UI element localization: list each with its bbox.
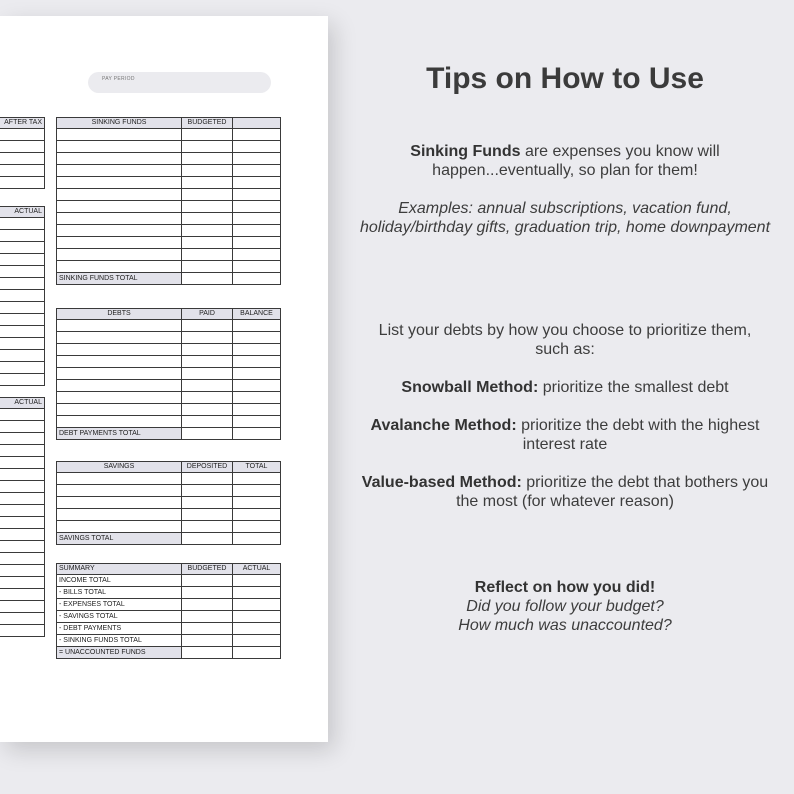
table-row [57,575,281,587]
table-row [57,473,281,485]
table-row [57,497,281,509]
summary-row-label: - SINKING FUNDS TOTAL [57,635,182,647]
col-header: SAVINGS [57,462,182,473]
table-row [57,153,281,165]
table-row [57,392,281,404]
snowball-desc: prioritize the smallest debt [538,379,729,396]
col-header: SUMMARY [57,564,182,575]
summary-row-label: - DEBT PAYMENTS [57,623,182,635]
reflect-question-2: How much was unaccounted? [458,617,672,634]
sinking-funds-term: Sinking Funds [410,143,521,160]
table-row [57,587,281,599]
table-row [57,201,281,213]
sinking-examples: Examples: annual subscriptions, vacation fund, holiday/birthday gifts, graduation trip, home downpayment [360,200,771,236]
col-header: DEPOSITED [182,462,233,473]
total-label: SINKING FUNDS TOTAL [57,273,182,285]
summary-table [56,563,281,659]
value-based-desc: prioritize the debt that bothers you the most (for whatever reason) [456,474,769,510]
pay-period-field[interactable]: PAY PERIOD [88,72,271,93]
col-header: DEBTS [57,309,182,320]
table-row [57,129,281,141]
reflect-question-1: Did you follow your budget? [466,598,664,615]
left-header: ACTUAL [0,398,45,409]
table-row [57,611,281,623]
table-row [57,380,281,392]
table-row [57,141,281,153]
table-row [57,213,281,225]
table-row [57,404,281,416]
col-header: BALANCE [233,309,281,320]
reflect-block [360,578,770,635]
value-based-term: Value-based Method: [361,474,522,491]
col-header: TOTAL [233,462,281,473]
savings-table [56,461,281,545]
table-row [57,177,281,189]
snowball-term: Snowball Method: [401,379,539,396]
col-header: PAID [182,309,233,320]
sinking-funds-tip [360,142,770,180]
table-row [57,344,281,356]
total-label: DEBT PAYMENTS TOTAL [57,428,182,440]
table-row [57,249,281,261]
table-row [57,189,281,201]
left-header: ACTUAL [0,207,45,218]
sinking-funds-table [56,117,281,285]
col-header [233,118,281,129]
table-row [57,368,281,380]
table-row [57,647,281,659]
table-row [57,261,281,273]
avalanche-tip [360,416,770,454]
table-row [57,509,281,521]
col-header: SINKING FUNDS [57,118,182,129]
avalanche-term: Avalanche Method: [370,417,517,434]
table-row [57,356,281,368]
table-row [57,320,281,332]
table-row [57,635,281,647]
table-row [57,416,281,428]
table-row [57,332,281,344]
table-row [57,485,281,497]
snowball-tip [360,378,770,397]
total-label: SAVINGS TOTAL [57,533,182,545]
summary-row-label: - SAVINGS TOTAL [57,611,182,623]
table-row [57,521,281,533]
summary-row-label: = UNACCOUNTED FUNDS [57,647,182,659]
table-row [57,225,281,237]
summary-row-label: INCOME TOTAL [57,575,182,587]
avalanche-desc: prioritize the debt with the highest interest rate [516,417,760,453]
left-bills-table [0,206,45,386]
table-row [57,237,281,249]
left-income-table [0,117,45,189]
col-header: ACTUAL [233,564,281,575]
table-row [57,623,281,635]
col-header: BUDGETED [182,118,233,129]
left-header: AFTER TAX [0,118,45,129]
summary-row-label: - BILLS TOTAL [57,587,182,599]
tips-title: Tips on How to Use [426,62,704,95]
debts-table [56,308,281,440]
value-based-tip [360,473,770,511]
col-header: BUDGETED [182,564,233,575]
reflect-heading: Reflect on how you did! [474,579,656,596]
table-row [57,599,281,611]
left-expenses-table [0,397,45,637]
summary-row-label: - EXPENSES TOTAL [57,599,182,611]
debts-intro: List your debts by how you choose to prioritize them, such as: [378,322,752,358]
table-row [57,165,281,177]
sinking-funds-desc: are expenses you know will happen...eventually, so plan for them! [432,143,720,179]
